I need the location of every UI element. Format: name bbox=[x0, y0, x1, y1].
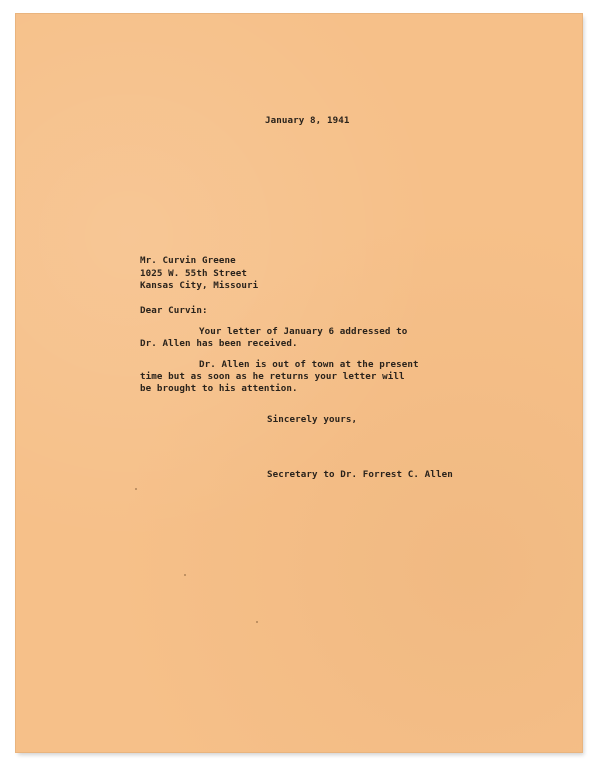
salutation: Dear Curvin: bbox=[140, 305, 208, 316]
paper-speck bbox=[135, 488, 137, 490]
paragraph2-line1: Dr. Allen is out of town at the present bbox=[199, 359, 419, 370]
closing: Sincerely yours, bbox=[267, 414, 358, 425]
letter-page bbox=[16, 14, 582, 752]
paragraph1-line2: Dr. Allen has been received. bbox=[140, 338, 298, 349]
recipient-name: Mr. Curvin Greene bbox=[140, 255, 236, 266]
paper-speck bbox=[256, 621, 258, 623]
recipient-city: Kansas City, Missouri bbox=[140, 280, 259, 291]
paragraph2-line2: time but as soon as he returns your letter will bbox=[140, 371, 405, 382]
paper-speck bbox=[184, 574, 186, 576]
paragraph2-line3: be brought to his attention. bbox=[140, 383, 298, 394]
signature-line: Secretary to Dr. Forrest C. Allen bbox=[267, 469, 453, 480]
paragraph1-line1: Your letter of January 6 addressed to bbox=[199, 326, 408, 337]
letter-date: January 8, 1941 bbox=[265, 115, 350, 126]
recipient-street: 1025 W. 55th Street bbox=[140, 268, 247, 279]
